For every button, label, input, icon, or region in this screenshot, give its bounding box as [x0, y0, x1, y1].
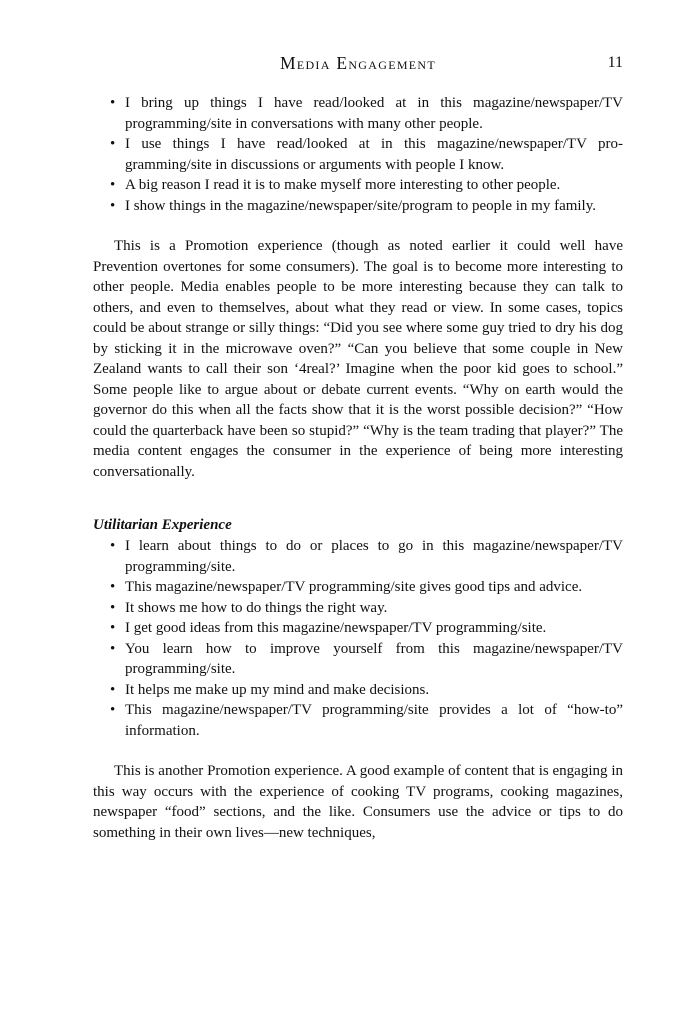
list-item: • It helps me make up my mind and make decisions.: [93, 680, 623, 701]
list-item: • This magazine/newspaper/TV programming/site gives good tips and advice.: [93, 577, 623, 598]
running-head: [93, 53, 623, 79]
section-heading: Utilitarian Experience: [93, 517, 232, 533]
list-item: • I use things I have read/looked at in this magazine/newspaper/TV programming/site in discussions or arguments with people I know.: [93, 134, 623, 175]
bullet-list-engagement: [93, 93, 623, 216]
body-paragraph-promotion: This is a Promotion experience (though as noted earlier it could well have Prevention overtones for some consumers). The goal is to become more interesting to other people. Media enables people to be more interesting because they can talk to others, and even to themselves, about what they read or view. In some cases, topics could be about strange or silly things: “Did you see where some guy tried to dry his dog by sticking it in the microwave oven?” “Can you believe that some couple in New Zealand wants to call their son ‘4real?’ Imagine when the poor kid goes to school.” Some people like to argue about or debate current events. “Why on earth would the governor do this when all the facts show that it is the worst possible decision?” “How could the quarterback have been so stupid?” “Why is the team trading that player?” The media content engages the consumer in the experience of being more interesting conversationally.: [93, 238, 623, 480]
book-page: [93, 53, 623, 843]
page-number: 11: [607, 54, 623, 71]
bullet-list-utilitarian: [93, 536, 623, 741]
list-item: • I learn about things to do or places to go in this magazine/newspaper/TV programming/site.: [93, 536, 623, 577]
body-paragraph-utilitarian: This is another Promotion experience. A good example of content that is engaging in this way occurs with the experience of cooking TV programs, cooking magazines, newspaper “food” sections, and the like. Consumers use the advice or tips to do something in their own lives—new techniques,: [93, 763, 623, 841]
list-item: • You learn how to improve yourself from this magazine/newspaper/TV programming/site.: [93, 639, 623, 680]
list-item: • A big reason I read it is to make myself more interesting to other people.: [93, 175, 623, 196]
list-item: • I show things in the magazine/newspaper/site/program to people in my family.: [93, 196, 623, 217]
list-item: • This magazine/newspaper/TV programming/site provides a lot of “how-to” information.: [93, 700, 623, 741]
list-item: • I get good ideas from this magazine/newspaper/TV programming/site.: [93, 618, 623, 639]
running-title: Media Engagement: [279, 53, 437, 73]
list-item: • I bring up things I have read/looked at in this magazine/newspaper/TV programming/site in conversations with many other people.: [93, 93, 623, 134]
list-item: • It shows me how to do things the right way.: [93, 598, 623, 619]
